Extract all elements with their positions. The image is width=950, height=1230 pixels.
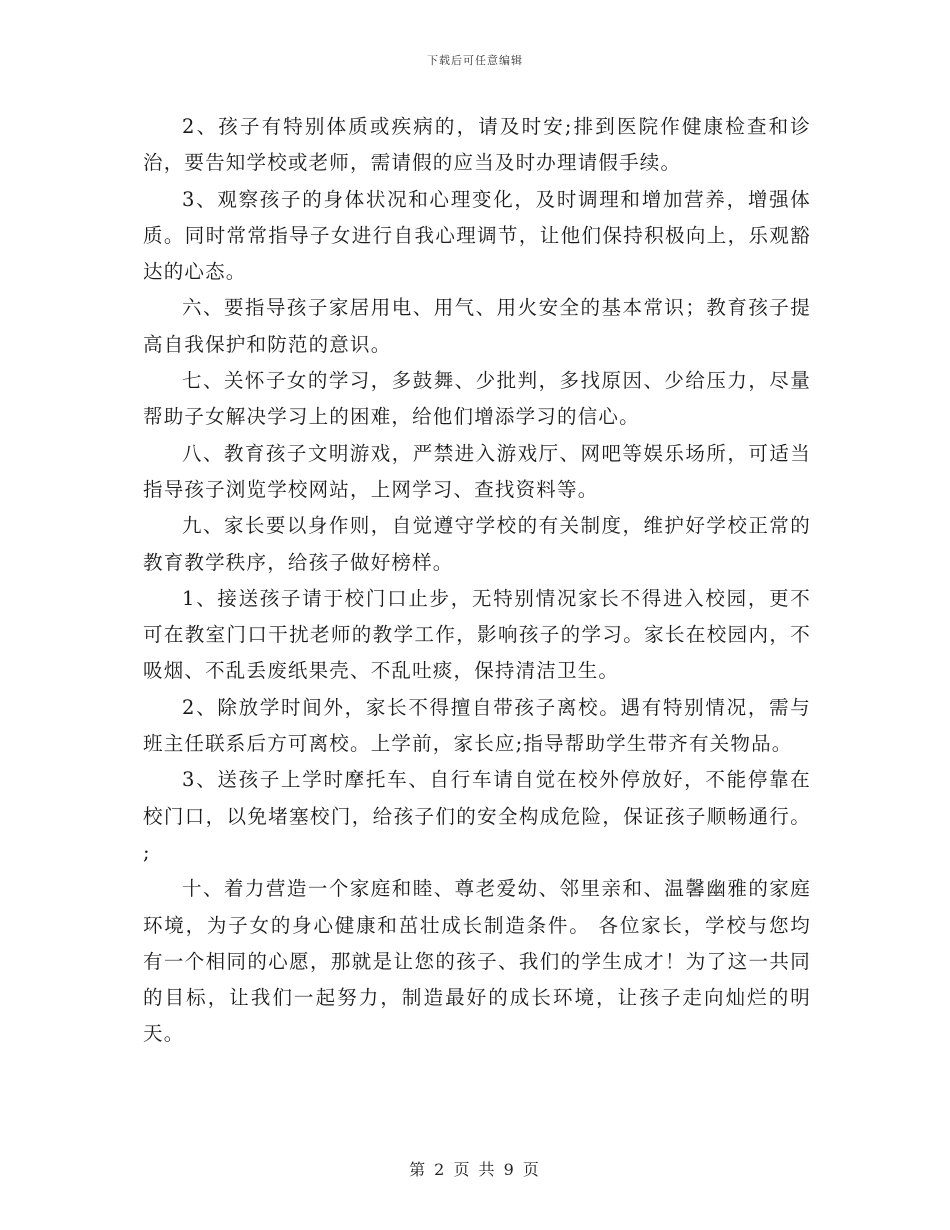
paragraph: 3、观察孩子的身体状况和心理变化，及时调理和增加营养，增强体质。同时常常指导子女进行自我心理调节，让他们保持积极向上，乐观豁达的心态。 [143,187,811,284]
paragraph: 九、家长要以身作则，自觉遵守学校的有关制度，维护好学校正常的教育教学秩序，给孩子做好榜样。 [143,514,811,574]
paragraph: 六、要指导孩子家居用电、用气、用火安全的基本常识；教育孩子提高自我保护和防范的意识。 [143,296,811,356]
paragraph: 七、关怀子女的学习，多鼓舞、少批判，多找原因、少给压力，尽量帮助子女解决学习上的困难，给他们增添学习的信心。 [143,369,811,429]
page-number-footer: 第 2 页 共 9 页 [409,1160,541,1179]
paragraph: 2、除放学时间外，家长不得擅自带孩子离校。遇有特别情况，需与班主任联系后方可离校。上学前，家长应;指导帮助学生带齐有关物品。 [143,695,811,756]
page-header: 下载后可任意编辑 [427,54,523,67]
paragraph: 2、孩子有特别体质或疾病的，请及时安;排到医院作健康检查和诊治，要告知学校或老师，需请假的应当及时办理请假手续。 [143,115,811,175]
paragraph: 十、着力营造一个家庭和睦、尊老爱幼、邻里亲和、温馨幽雅的家庭环境，为子女的身心健康和茁壮成长制造条件。 各位家长，学校与您均有一个相同的心愿，那就是让您的孩子、我们的学生成才！为了这一共同的目标，让我们一起努力，制造最好的成长环境，让孩子走向灿烂的明天。 [143,877,811,1046]
paragraph: 1、接送孩子请于校门口止步，无特别情况家长不得进入校园，更不可在教室门口干扰老师的教学工作，影响孩子的学习。家长在校园内，不吸烟、不乱丢废纸果壳、不乱吐痰，保持清洁卫生。 [143,586,811,683]
paragraph: 八、教育孩子文明游戏，严禁进入游戏厅、网吧等娱乐场所，可适当指导孩子浏览学校网站，上网学习、查找资料等。 [143,441,811,501]
paragraph: 3、送孩子上学时摩托车、自行车请自觉在校外停放好，不能停靠在校门口，以免堵塞校门，给孩子们的安全构成危险，保证孩子顺畅通行。 ; [143,768,811,864]
document-body [143,109,811,1053]
